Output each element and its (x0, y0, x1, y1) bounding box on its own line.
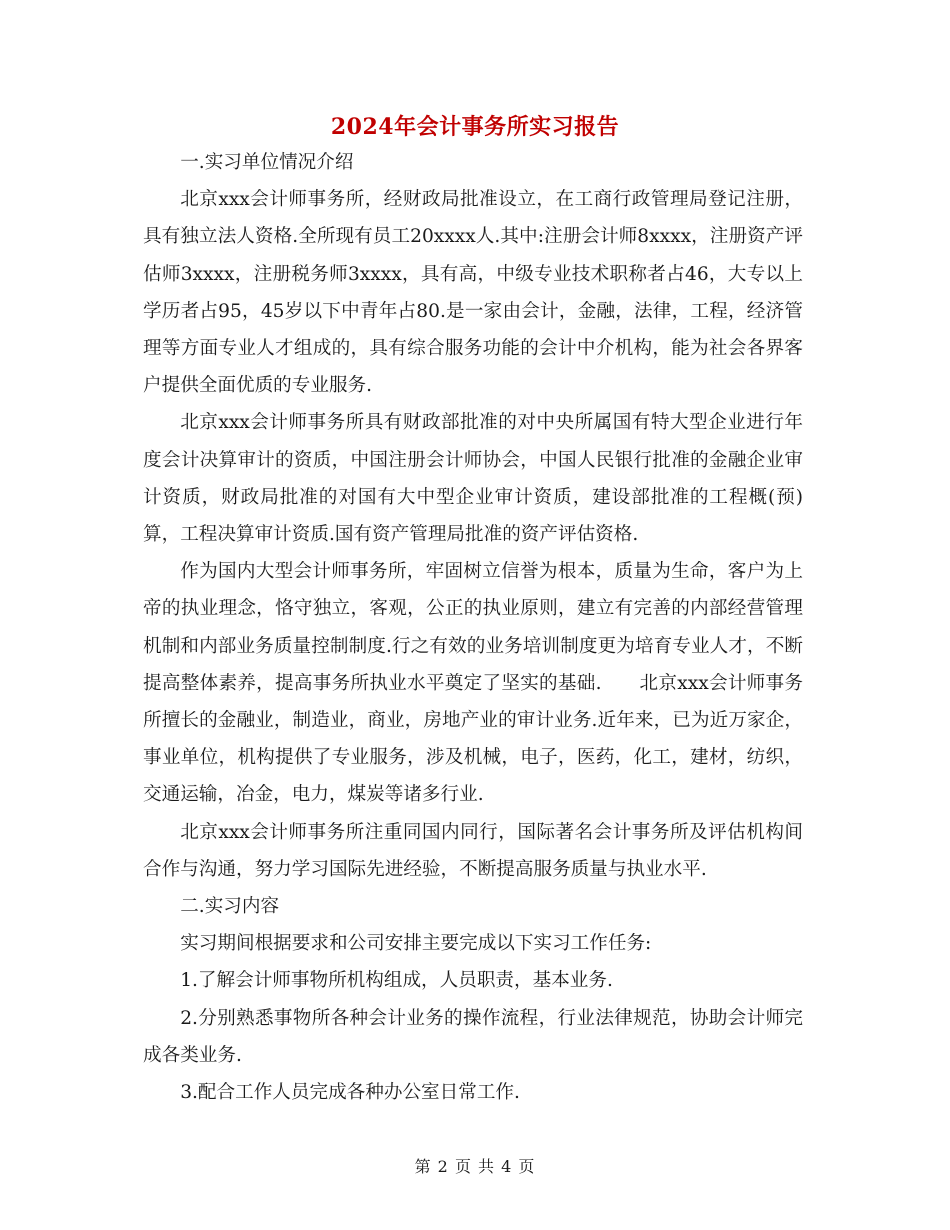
document-body (143, 144, 803, 1111)
list-item-3: 3.配合工作人员完成各种办公室日常工作. (180, 1082, 520, 1104)
paragraph-principles: 作为国内大型会计师事务所，牢固树立信誉为根本，质量为生命，客户为上帝的执业理念，恪守独立，客观，公正的执业原则，建立有完善的内部经营管理机制和内部业务质量控制制度.行之有效的业务培训制度更为培育专业人才，不断提高整体素养，提高事务所执业水平奠定了坚实的基础. 北京xxx会计师事务所擅长的金融业，制造业，商业，房地产业的审计业务.近年来，已为近万家企，事业单位，机构提供了专业服务，涉及机械，电子，医药，化工，建材，纺织，交通运输，冶金，电力，煤炭等诸多行业. (143, 561, 803, 806)
paragraph-cooperation: 北京xxx会计师事务所注重同国内同行，国际著名会计事务所及评估机构间合作与沟通，努力学习国际先进经验，不断提高服务质量与执业水平. (143, 821, 803, 880)
section-heading-1: 一.实习单位情况介绍 (180, 152, 354, 173)
paragraph-qualifications: 北京xxx会计师事务所具有财政部批准的对中央所属国有特大型企业进行年度会计决算审计的资质，中国注册会计师协会，中国人民银行批准的金融企业审计资质，财政局批准的对国有大中型企业审计资质，建设部批准的工程概(预)算，工程决算审计资质.国有资产管理局批准的资产评估资格. (143, 412, 803, 546)
section-heading-2: 二.实习内容 (180, 896, 280, 918)
list-item-1: 1.了解会计师事物所机构组成，人员职责，基本业务. (180, 970, 613, 992)
page-number-footer: 第 2 页 共 4 页 (414, 1157, 536, 1176)
list-item-2: 2.分别熟悉事物所各种会计业务的操作流程，行业法律规范，协助会计师完成各类业务. (143, 1007, 803, 1066)
document-title: 2024年会计事务所实习报告 (330, 114, 620, 140)
paragraph-tasks-intro: 实习期间根据要求和公司安排主要完成以下实习工作任务: (180, 933, 652, 955)
paragraph-intro: 北京xxx会计师事务所，经财政局批准设立，在工商行政管理局登记注册，具有独立法人资格.全所现有员工20xxxx人.其中:注册会计师8xxxx，注册资产评估师3xxxx，注册税务师3xxxx，具有高，中级专业技术职称者占46，大专以上学历者占95，45岁以下中青年占80.是一家由会计，金融，法律，工程，经济管理等方面专业人才组成的，具有综合服务功能的会计中介机构，能为社会各界客户提供全面优质的专业服务. (143, 189, 803, 397)
